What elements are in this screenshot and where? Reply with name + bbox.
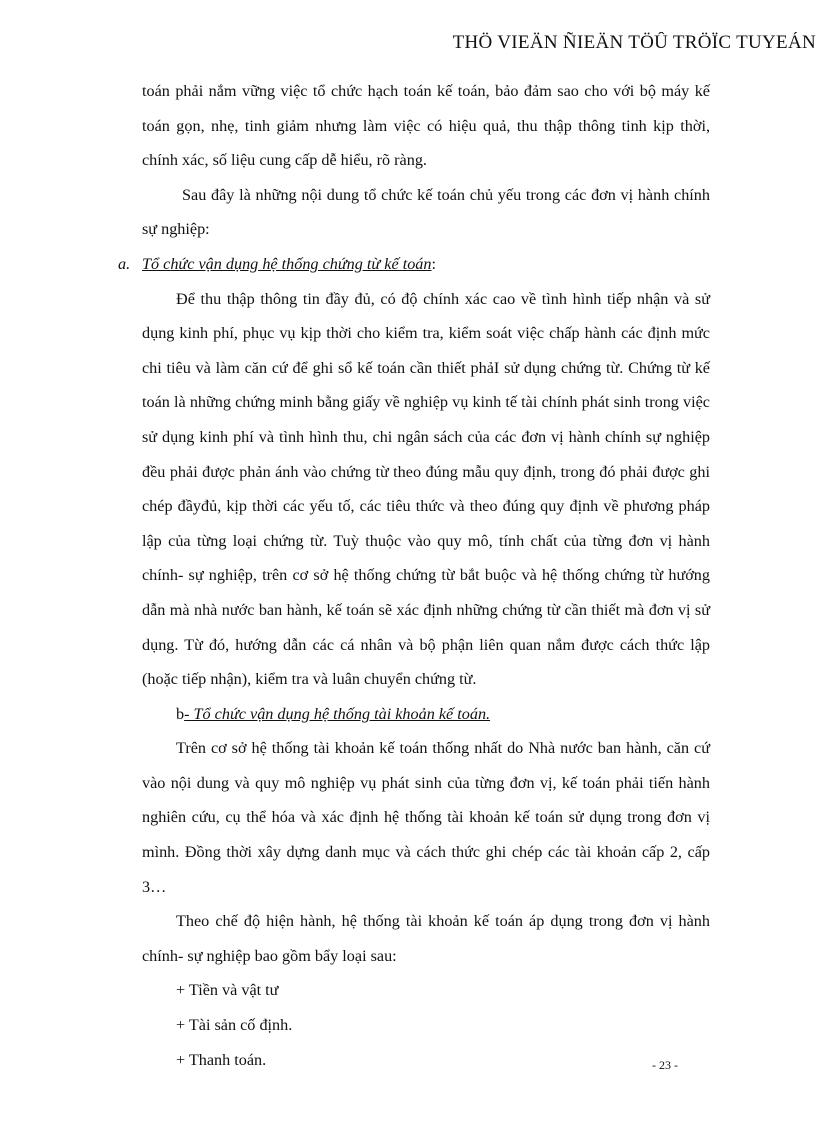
section-a-marker: a. (118, 254, 131, 273)
section-a-suffix: : (431, 254, 436, 273)
paragraph-intro: toán phải nắm vững việc tổ chức hạch toán kế toán, bảo đảm sao cho với bộ máy kế toán gọn, nhẹ, tinh giảm nhưng làm việc có hiệu quả, thu thập thông tinh kịp thời, chính xác, số liệu cung cấp dễ hiểu, rõ ràng. (142, 82, 710, 170)
list-item-cash: + Tiền và vật tư (176, 981, 279, 1000)
paragraph-overview: Sau đây là những nội dung tổ chức kế toán chủ yếu trong các đơn vị hành chính sự nghiệp: (142, 185, 710, 239)
list-item-fixed-assets: + Tài sản cố định. (176, 1016, 293, 1035)
paragraph-accounts: Trên cơ sở hệ thống tài khoản kế toán thống nhất do Nhà nước ban hành, căn cứ vào nội dung và quy mô nghiệp vụ phát sinh của từng đơn vị, kế toán phải tiến hành nghiên cứu, cụ thể hóa và xác định hệ thống tài khoản kế toán sử dụng trong đơn vị mình. Đồng thời xây dựng danh mục và cách thức ghi chép các tài khoản cấp 2, cấp 3… (142, 739, 710, 896)
section-a-heading (118, 247, 710, 282)
page-number: - 23 - (652, 1058, 678, 1072)
paragraph-regime: Theo chế độ hiện hành, hệ thống tài khoản kế toán áp dụng trong đơn vị hành chính- sự nghiệp bao gồm bẩy loại sau: (142, 912, 710, 965)
library-header: THÖ VIEÄN ÑIEÄN TÖÛ TRÖÏC TUYEÁN (452, 32, 816, 53)
document-body (118, 74, 710, 1077)
list-item-payment: + Thanh toán. (176, 1050, 267, 1069)
paragraph-vouchers: Để thu thập thông tin đầy đủ, có độ chính xác cao về tình hình tiếp nhận và sử dụng kinh phí, phục vụ kịp thời cho kiểm tra, kiểm soát việc chấp hành các định mức chi tiêu và làm căn cứ để ghi sổ kế toán cần thiết phảI sử dụng chứng từ. Chứng từ kế toán là những chứng minh bằng giấy về nghiệp vụ kinh tế tài chính phát sinh trong việc sử dụng kinh phí và tình hình thu, chi ngân sách của các đơn vị hành chính sự nghiệp đều phải được phản ánh vào chứng từ theo đúng mẫu quy định, trong đó phải được ghi chép đầyđủ, kịp thời các yếu tố, các tiêu thức và theo đúng quy định về phương pháp lập của từng loại chứng từ. Tuỳ thuộc vào quy mô, tính chất của từng đơn vị hành chính- sự nghiệp, trên cơ sở hệ thống chứng từ bắt buộc và hệ thống chứng từ hướng dẫn mà nhà nước ban hành, kế toán sẽ xác định những chứng từ cần thiết mà đơn vị sử dụng. Từ đó, hướng dẫn các cá nhân và bộ phận liên quan nắm được cách thức lập (hoặc tiếp nhận), kiểm tra và luân chuyển chứng từ. (142, 289, 710, 689)
section-b-heading (142, 697, 710, 732)
section-b-marker: b (176, 704, 185, 723)
section-b-title: - Tổ chức vận dụng hệ thống tài khoản kế toán. (184, 704, 491, 723)
section-a-title: Tổ chức vận dụng hệ thống chứng từ kế toán (142, 254, 432, 273)
